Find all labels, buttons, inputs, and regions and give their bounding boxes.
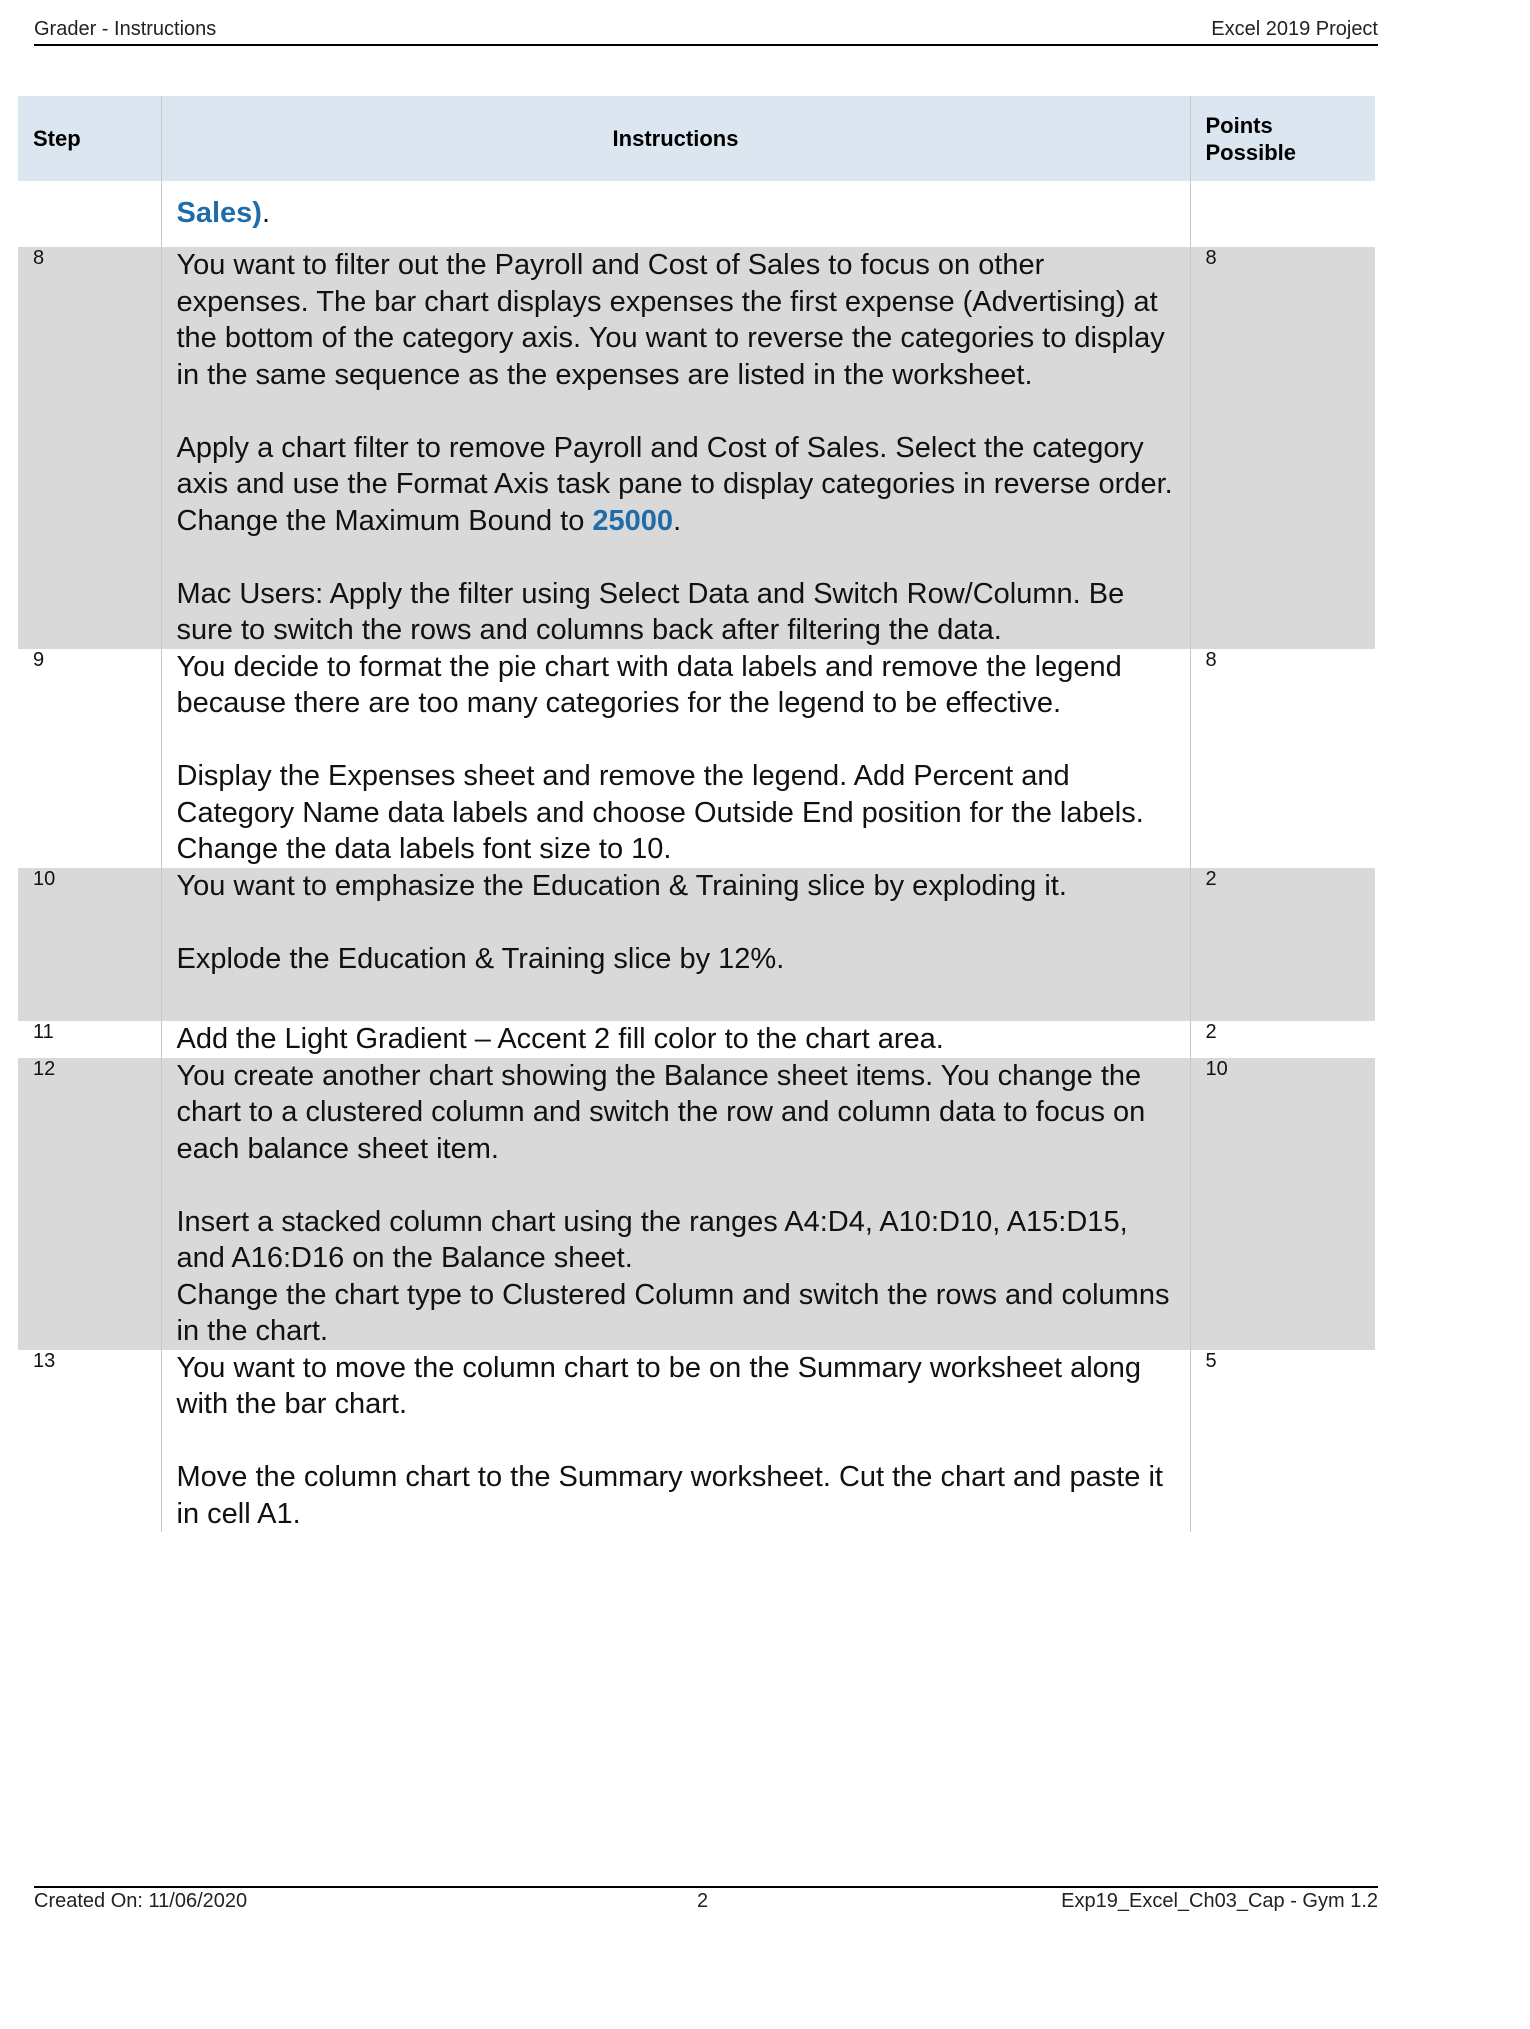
step-number: 13 xyxy=(33,1349,56,1372)
highlight-value: 25000 xyxy=(592,504,674,537)
instruction-text: Insert a stacked column chart using the ranges A4:D4, A10:D10, A15:D15, and A16:D16 on the Balance sheet. xyxy=(176,1205,1128,1274)
table-row-step-10 xyxy=(18,868,1375,1022)
footer-created-date: Created On: 11/06/2020 xyxy=(34,1890,248,1912)
table-row-step-11 xyxy=(18,1021,1375,1058)
instruction-cell xyxy=(161,868,1190,1022)
step-number: 12 xyxy=(18,1058,161,1350)
column-header-points xyxy=(1190,96,1375,181)
points-value: 5 xyxy=(1190,1350,1375,1533)
instruction-paragraph: You decide to format the pie chart with data labels and remove the legend because there are too many categories for the legend to be effective. xyxy=(176,650,1122,719)
points-value: 2 xyxy=(1190,1021,1375,1058)
table-row-continued xyxy=(18,181,1375,247)
step-number: 9 xyxy=(33,648,45,671)
column-header-instructions: Instructions xyxy=(161,96,1190,181)
instruction-paragraph xyxy=(177,430,1175,540)
instruction-paragraph: You want to emphasize the Education & Training slice by exploding it. xyxy=(176,869,1067,902)
instruction-paragraph: Add the Light Gradient – Accent 2 fill color to the chart area. xyxy=(176,1023,944,1055)
instruction-paragraph: Mac Users: Apply the filter using Select Data and Switch Row/Column. Be sure to switch the rows and columns back after filtering the data. xyxy=(176,577,1125,646)
instruction-cell xyxy=(161,247,1190,649)
table-header-row xyxy=(18,96,1375,181)
instruction-paragraph xyxy=(177,1204,1175,1350)
points-value: 10 xyxy=(1190,1058,1375,1350)
instruction-text: Apply a chart filter to remove Payroll and Cost of Sales. Select the category axis and use the Format Axis task pane to display categories in reverse order. Change the Maximum Bound to xyxy=(176,431,1173,537)
instruction-cell xyxy=(161,1058,1190,1350)
table-row-step-8 xyxy=(18,247,1375,649)
page-header-title: Grader - Instructions xyxy=(34,18,217,40)
step-number: 10 xyxy=(18,868,161,1022)
instruction-cell xyxy=(161,181,1190,247)
instruction-cell xyxy=(161,1350,1190,1533)
instruction-paragraph: Move the column chart to the Summary worksheet. Cut the chart and paste it in cell A1. xyxy=(176,1461,1163,1530)
instruction-text: Change the chart type to Clustered Column and switch the rows and columns in the chart. xyxy=(176,1278,1170,1347)
points-header-line1: Points xyxy=(1205,112,1273,138)
instruction-cell xyxy=(161,649,1190,868)
step-number: 11 xyxy=(33,1021,54,1043)
page-header-project: Excel 2019 Project xyxy=(1211,18,1378,40)
highlight-value: Sales) xyxy=(176,197,262,229)
footer-document-id: Exp19_Excel_Ch03_Cap - Gym 1.2 xyxy=(1061,1890,1378,1912)
points-header-line2: Possible xyxy=(1205,139,1296,165)
points-value: 2 xyxy=(1190,868,1375,1022)
table-row-step-13 xyxy=(18,1350,1375,1533)
instruction-paragraph: Display the Expenses sheet and remove the legend. Add Percent and Category Name data labels and choose Outside End position for the labels. Change the data labels font size to 10. xyxy=(176,760,1144,865)
table-row-step-12 xyxy=(18,1058,1375,1350)
header-divider xyxy=(34,44,1378,46)
footer-page-number: 2 xyxy=(697,1890,709,1912)
instruction-paragraph: You create another chart showing the Balance sheet items. You change the chart to a clustered column and switch the row and column data to focus on each balance sheet item. xyxy=(176,1059,1146,1165)
instruction-paragraph: Explode the Education & Training slice by 12%. xyxy=(176,942,785,975)
points-value: 8 xyxy=(1190,247,1375,649)
instruction-paragraph: You want to filter out the Payroll and Cost of Sales to focus on other expenses. The bar chart displays expenses the first expense (Advertising) at the bottom of the category axis. You want to reverse the categories to display in the same sequence as the expenses are listed in the worksheet. xyxy=(176,249,1165,391)
table-row-step-9 xyxy=(18,649,1375,868)
points-cell xyxy=(1190,181,1375,247)
footer-divider xyxy=(34,1886,1378,1888)
instruction-paragraph: You want to move the column chart to be on the Summary worksheet along with the bar chart. xyxy=(176,1351,1142,1420)
step-number: 8 xyxy=(18,247,161,649)
instruction-text: . xyxy=(673,504,682,537)
instruction-cell xyxy=(161,1021,1190,1058)
step-cell xyxy=(18,181,161,247)
instructions-table xyxy=(18,96,1375,1532)
column-header-step: Step xyxy=(18,96,161,181)
points-value: 8 xyxy=(1190,649,1375,868)
instruction-text: . xyxy=(261,197,271,229)
